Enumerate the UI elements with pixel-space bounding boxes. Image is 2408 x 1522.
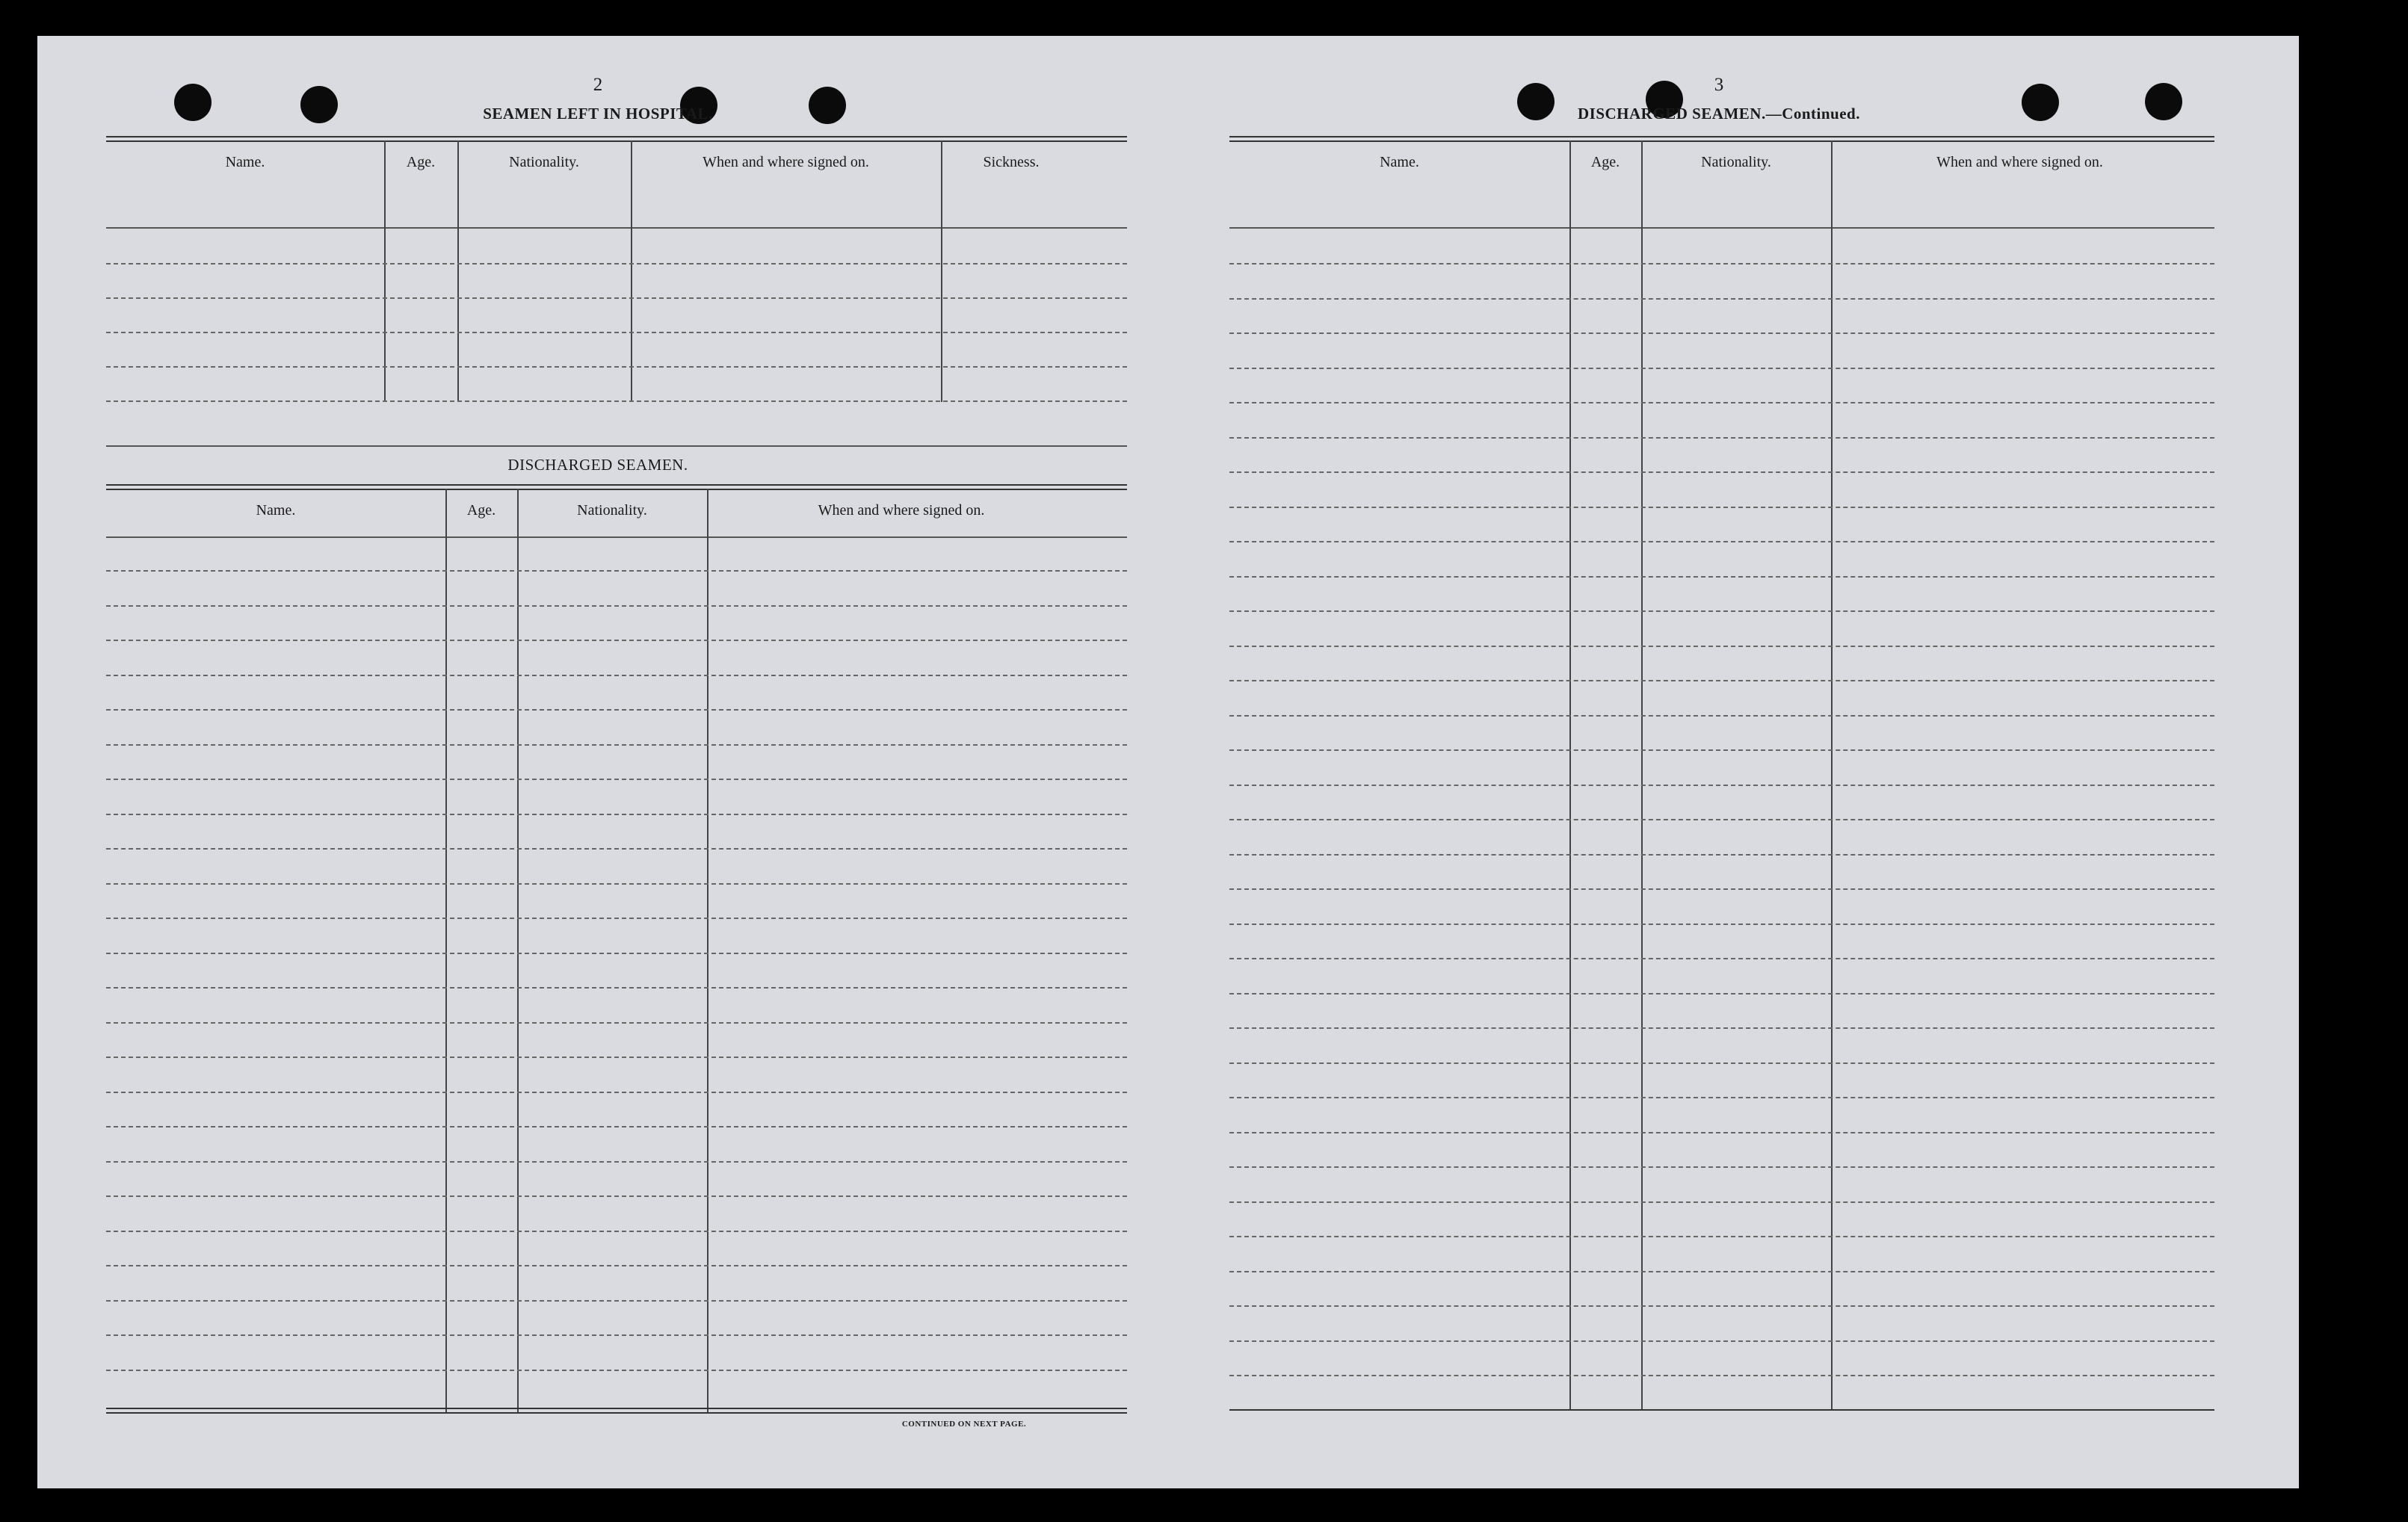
column-header-signed-on: When and where signed on.	[818, 502, 985, 519]
page-number: 3	[1714, 75, 1724, 95]
ruled-row	[1229, 1201, 2214, 1203]
ruled-row	[1229, 402, 2214, 403]
column-header-nationality: Nationality.	[1701, 154, 1771, 170]
column-header-nationality: Nationality.	[509, 154, 579, 170]
column-header-signed-on: When and where signed on.	[703, 154, 869, 170]
ruled-row	[1229, 1305, 2214, 1307]
ruled-row	[1229, 680, 2214, 681]
ruled-row	[1229, 1340, 2214, 1342]
ruled-row	[1229, 368, 2214, 369]
ruled-row	[106, 1334, 1127, 1336]
hospital-table	[106, 136, 1127, 450]
ruled-row	[1229, 332, 2214, 334]
continued-footer: CONTINUED ON NEXT PAGE.	[901, 1420, 1027, 1429]
ruled-row	[106, 1231, 1127, 1232]
ruled-row	[106, 1161, 1127, 1163]
ruled-row	[1229, 958, 2214, 959]
ruled-row	[1229, 749, 2214, 751]
ruled-row	[106, 640, 1127, 641]
ruled-row	[1229, 437, 2214, 439]
discharged-continued-table	[1229, 136, 2214, 1421]
ruled-row	[106, 1300, 1127, 1302]
ruled-row	[106, 848, 1127, 850]
ruled-row	[106, 883, 1127, 885]
ruled-row	[106, 1126, 1127, 1127]
ruled-row	[1229, 507, 2214, 508]
column-header-age: Age.	[406, 154, 436, 170]
ruled-row	[1229, 993, 2214, 994]
ruled-row	[106, 675, 1127, 676]
ruled-row	[106, 918, 1127, 919]
column-header-name: Name.	[256, 502, 296, 519]
hospital-section-title: SEAMEN LEFT IN HOSPITAL.	[483, 105, 713, 123]
discharged-continued-title: DISCHARGED SEAMEN.—Continued.	[1578, 105, 1860, 123]
left-page	[37, 36, 1158, 1488]
ruled-row	[106, 779, 1127, 780]
ruled-row	[1229, 1375, 2214, 1376]
ruled-row	[1229, 1236, 2214, 1237]
ruled-row	[106, 987, 1127, 989]
ruled-row	[1229, 610, 2214, 612]
column-header-age: Age.	[1590, 154, 1620, 170]
ruled-row	[1229, 1132, 2214, 1133]
column-header-name: Name.	[1380, 154, 1419, 170]
form-sheet	[37, 36, 2299, 1488]
ruled-row	[1229, 854, 2214, 856]
ruled-row	[1229, 819, 2214, 820]
ruled-row	[106, 570, 1127, 572]
ruled-row	[1229, 298, 2214, 300]
ruled-row	[106, 1370, 1127, 1371]
ruled-row	[1229, 541, 2214, 542]
column-header-signed-on: When and where signed on.	[1936, 154, 2103, 170]
column-header-nationality: Nationality.	[577, 502, 647, 519]
column-header-name: Name.	[225, 154, 265, 170]
ruled-row	[1229, 1062, 2214, 1064]
ruled-row	[106, 1022, 1127, 1024]
ruled-row	[106, 953, 1127, 954]
ruled-row	[106, 605, 1127, 607]
ruled-row	[1229, 646, 2214, 647]
ruled-row	[1229, 1271, 2214, 1272]
discharged-section-title: DISCHARGED SEAMEN.	[507, 456, 688, 474]
ruled-row	[106, 1195, 1127, 1197]
ruled-row	[1229, 1097, 2214, 1098]
page-number: 2	[593, 75, 603, 95]
ruled-row	[1229, 263, 2214, 265]
ruled-row	[1229, 715, 2214, 717]
ruled-row	[1229, 1166, 2214, 1168]
ruled-row	[106, 1265, 1127, 1266]
ruled-row	[106, 814, 1127, 815]
ruled-row	[1229, 785, 2214, 786]
ruled-row	[1229, 1027, 2214, 1029]
ruled-row	[1229, 471, 2214, 473]
ruled-row	[1229, 924, 2214, 925]
discharged-table	[106, 484, 1127, 1418]
column-header-sickness: Sickness.	[983, 154, 1040, 170]
ruled-row	[106, 744, 1127, 746]
ruled-row	[106, 709, 1127, 711]
right-page	[1158, 36, 2299, 1488]
column-header-age: Age.	[466, 502, 496, 519]
ruled-row	[1229, 576, 2214, 578]
ruled-row	[1229, 888, 2214, 890]
ruled-row	[106, 1092, 1127, 1093]
ruled-row	[106, 1057, 1127, 1058]
